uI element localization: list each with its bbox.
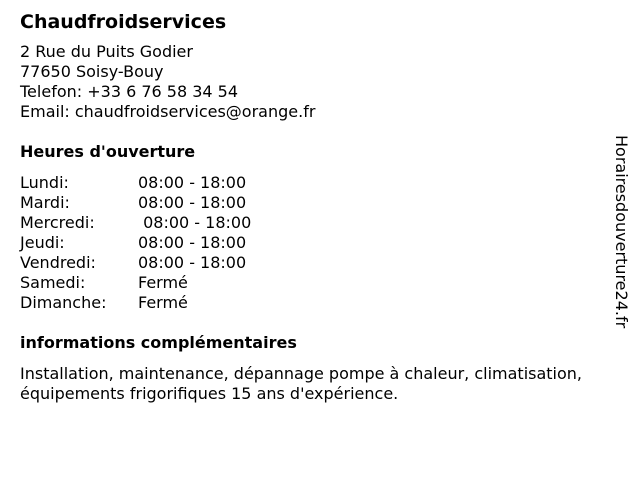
- hours-row-saturday: [20, 273, 610, 293]
- address-line-2: 77650 Soisy-Bouy: [20, 62, 164, 81]
- additional-info-text: Installation, maintenance, dépannage pompe à chaleur, climatisation, équipements frigorifiques 15 ans d'expérience.: [20, 364, 583, 403]
- hours-row-thursday: [20, 233, 610, 253]
- day-label: Jeudi:: [20, 233, 65, 252]
- hours-row-monday: [20, 173, 610, 193]
- hours-row-wednesday: [20, 213, 610, 233]
- day-hours: 08:00 - 18:00: [138, 233, 247, 252]
- opening-hours-table: [20, 173, 610, 313]
- hours-row-friday: [20, 253, 610, 273]
- day-label: Mardi:: [20, 193, 70, 212]
- site-watermark: Horairesdouverture24.fr: [612, 135, 631, 329]
- phone: Telefon: +33 6 76 58 34 54: [20, 82, 239, 101]
- address-line-1: 2 Rue du Puits Godier: [20, 42, 193, 61]
- day-label: Samedi:: [20, 273, 86, 292]
- hours-row-tuesday: [20, 193, 610, 213]
- business-card: [20, 10, 610, 404]
- day-label: Mercredi:: [20, 213, 95, 232]
- day-hours: 08:00 - 18:00: [138, 253, 247, 272]
- hours-row-sunday: [20, 293, 610, 313]
- business-name: Chaudfroidservices: [20, 11, 227, 33]
- additional-info-title: informations complémentaires: [20, 333, 297, 352]
- day-hours: 08:00 - 18:00: [138, 173, 247, 192]
- email: Email: chaudfroidservices@orange.fr: [20, 102, 316, 121]
- day-hours: Fermé: [138, 293, 188, 312]
- day-hours: 08:00 - 18:00: [138, 193, 247, 212]
- day-label: Vendredi:: [20, 253, 96, 272]
- opening-hours-title: Heures d'ouverture: [20, 142, 196, 161]
- day-hours: Fermé: [138, 273, 188, 292]
- day-hours: 08:00 - 18:00: [138, 213, 252, 232]
- day-label: Lundi:: [20, 173, 69, 192]
- day-label: Dimanche:: [20, 293, 107, 312]
